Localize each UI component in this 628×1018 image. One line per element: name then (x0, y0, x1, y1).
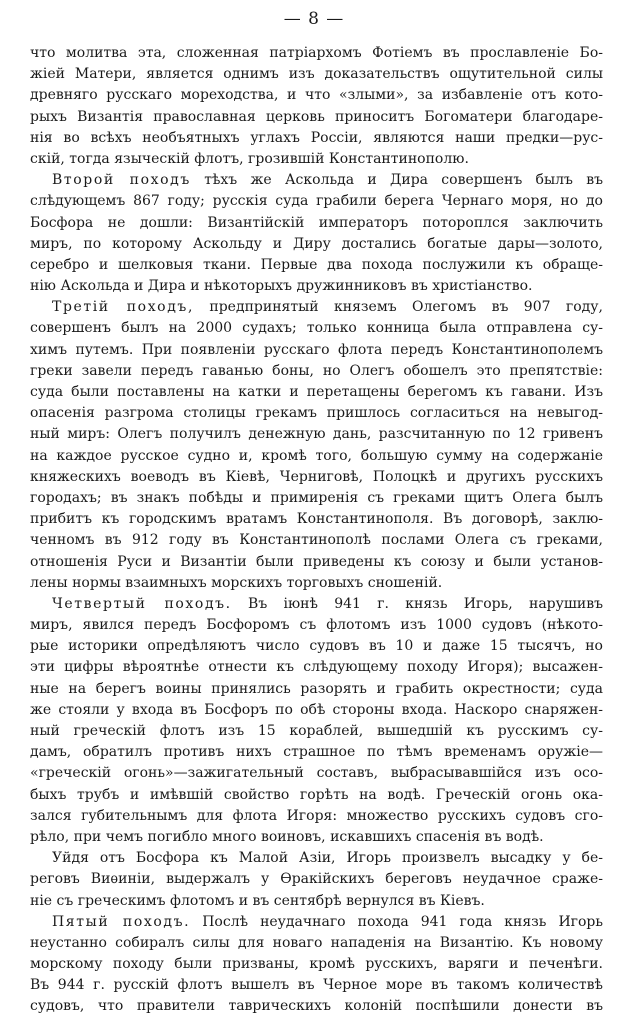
text-line: Второй походъ тѣхъ же Аскольда и Дира совершенъ былъ въ (52, 172, 604, 189)
text-line: отношенія Руси и Византіи были приведены къ союзу и были установ- (30, 553, 603, 570)
text-line: лены нормы взаимныхъ морскихъ торговыхъ сношеній. (30, 574, 443, 591)
text-line: миръ, по которому Аскольду и Диру достались богатые дары—золото, (30, 235, 603, 252)
text-line: судовъ, что правители таврическихъ колоній поспѣшили донести въ (30, 998, 603, 1015)
main-text (30, 43, 603, 1018)
section-lead: Третій походъ, (52, 299, 194, 316)
text-line: Третій походъ, предпринятый княземъ Олегомъ въ 907 году, (52, 299, 603, 316)
text-line: Въ 944 г. русскій флотъ вышелъ въ Черное море въ такомъ количествѣ (30, 977, 603, 994)
text-line: «греческій огонь»—зажигательный составъ, выбрасывавшійся изъ осо- (30, 765, 603, 782)
text-line: химъ путемъ. При появленіи русскаго флота передъ Константинополемъ (30, 341, 603, 358)
text-line: серебро и шелковыя ткани. Первые два похода послужили къ обраще- (30, 256, 603, 273)
page-number: — 8 — (283, 9, 345, 29)
text-line: опасенія разгрома столицы грекамъ пришлось согласиться на невыгод- (30, 405, 603, 422)
text-line: рѣло, при чемъ погибло много воиновъ, искавшихъ спасенія въ водѣ. (30, 828, 544, 845)
text-line: скій, тогда языческій флотъ, грозившій Константинополю. (30, 150, 469, 167)
text-line: ніе съ греческимъ флотомъ и въ сентябрѣ вернулся въ Кіевъ. (30, 892, 485, 909)
text-line: Уйдя отъ Босфора къ Малой Азіи, Игорь произвелъ высадку у бе- (52, 850, 603, 867)
text-line: реговъ Виѳиніи, выдержалъ у Ѳракійскихъ береговъ неудачное сраже- (30, 871, 603, 888)
text-line: ный греческій флотъ изъ 15 кораблей, вышедшій къ русскимъ су- (30, 723, 603, 739)
text-line: дамъ, обратилъ противъ нихъ страшное по тѣмъ временамъ оружіе— (30, 744, 603, 761)
text-line: жіей Матери, является однимъ изъ доказательствъ ощутительной силы (30, 66, 603, 83)
text-line: княжескихъ воеводъ въ Кіевѣ, Черниговѣ, Полоцкѣ и другихъ русскихъ (30, 468, 603, 485)
text-line: ные на берегъ воины принялись разорять и грабить окрестности; суда (30, 680, 603, 697)
section-lead: Четвертый походъ. (52, 595, 232, 612)
text-line: рыхъ Византія православная церковь приноситъ Богоматери благодаре- (30, 108, 603, 125)
text-line: неустанно собиралъ силы для новаго нападенія на Византію. Къ новому (30, 934, 603, 951)
text-line: эти цифры вѣроятнѣе отнести къ слѣдующему походу Игоря); высажен- (30, 659, 603, 676)
text-line: на каждое русское судно и, кромѣ того, большую сумму на содержаніе (30, 447, 603, 464)
text-line: морскому походу были призваны, кромѣ русскихъ, варяги и печенѣги. (30, 956, 603, 973)
text-line: городахъ; въ знакъ побѣды и примиренія съ греками щитъ Олега былъ (30, 489, 603, 506)
text-line: зался губительнымъ для флота Игоря: множество русскихъ судовъ сго- (30, 807, 603, 824)
text-line: Босфора не дошли: Византійскій императоръ потороплся заключить (30, 214, 603, 231)
paragraph-igor-retreat (30, 848, 603, 912)
text-line: быхъ трубъ и имѣвшій свойство горѣть на водѣ. Греческій огонь ока- (30, 786, 603, 803)
text-line: греки завели передъ гаванью боны, но Олегъ обошелъ это препятствіе: (30, 362, 603, 379)
text-line: совершенъ былъ на 2000 судахъ; только конница была отправлена су- (30, 320, 603, 337)
text-line: суда были поставлены на катки и перетащены берегомъ къ гавани. Изъ (30, 384, 603, 400)
text-line: Четвертый походъ. Въ іюнѣ 941 г. князь Игорь, нарушивъ (52, 595, 604, 612)
text-line: ченномъ въ 912 году въ Константинополѣ послами Олега съ греками, (30, 532, 603, 549)
text-line: прибитъ къ городскимъ вратамъ Константинополя. Въ договорѣ, заклю- (30, 511, 603, 528)
text-line: рые историки опредѣляютъ число судовъ въ 10 и даже 15 тысячъ, но (30, 638, 603, 655)
paragraph-second-campaign (30, 170, 603, 297)
text-line: Пятый походъ. Послѣ неудачнаго похода 941 года князь Игорь (52, 913, 604, 930)
section-lead: Пятый походъ. (52, 913, 191, 930)
paragraph-fotius-prayer (30, 43, 603, 170)
text-line: древняго русскаго мореходства, и что «злыми», за избавленіе отъ кото- (30, 87, 603, 104)
text-line: же стояли у входа въ Босфоръ по обѣ стороны входа. Наскоро снаряжен- (30, 701, 603, 718)
text-line: миръ, явился передъ Босфоромъ съ флотомъ изъ 1000 судовъ (нѣкото- (30, 617, 603, 634)
paragraph-fourth-campaign (30, 594, 603, 848)
section-lead: Второй походъ (52, 172, 191, 189)
text-line: нія во всѣхъ необъятныхъ углахъ Россіи, являются наши предки—рус- (30, 129, 603, 146)
paragraph-fifth-campaign (30, 912, 603, 1018)
paragraph-third-campaign (30, 297, 603, 594)
text-line: ный миръ: Олегъ получилъ денежную дань, разсчитанную по 12 гривенъ (30, 426, 603, 443)
text-line: слѣдующемъ 867 году; русскія суда грабили берега Чернаго моря, но до (30, 193, 603, 210)
text-line: нію Аскольда и Дира и нѣкоторыхъ дружинниковъ въ христіанство. (30, 278, 533, 295)
text-line: что молитва эта, сложенная патріархомъ Фотіемъ въ прославленіе Бо- (30, 45, 603, 61)
